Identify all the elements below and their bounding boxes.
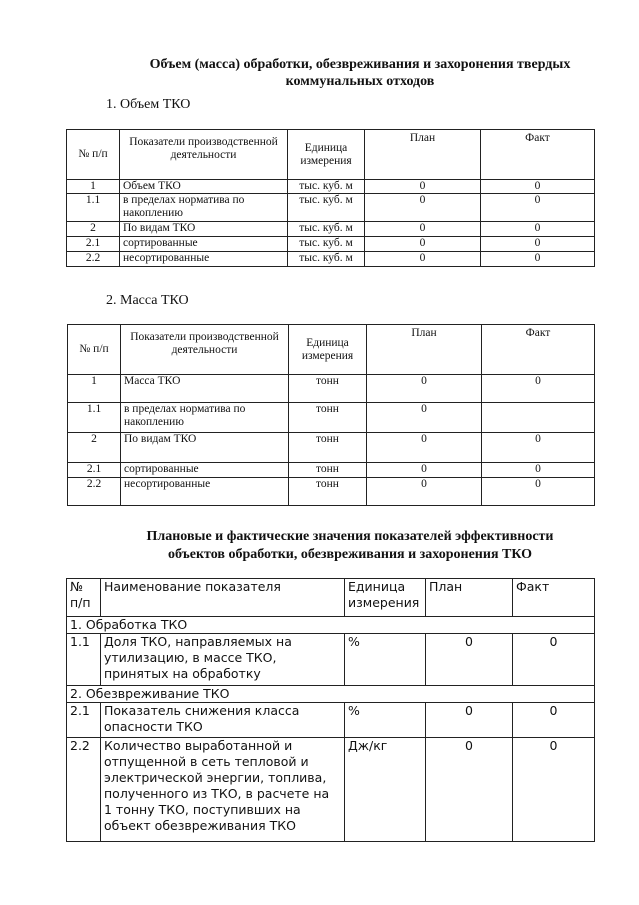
cell-fact: 0	[482, 478, 595, 506]
cell-unit: тонн	[289, 433, 367, 463]
cell-unit: тонн	[289, 403, 367, 433]
group-row	[67, 617, 595, 634]
header-plan: План	[365, 130, 481, 180]
document-title-line2: коммунальных отходов	[285, 74, 435, 89]
cell-unit: тыс. куб. м	[288, 222, 365, 237]
cell-name: несортированные	[121, 478, 289, 506]
cell-plan: 0	[426, 703, 513, 738]
cell-plan: 0	[365, 252, 481, 267]
efficiency-title-line2: объектов обработки, обезвреживания и захоронения ТКО	[167, 547, 533, 562]
cell-unit: %	[345, 703, 426, 738]
cell-name: несортированные	[120, 252, 288, 267]
cell-fact: 0	[513, 703, 595, 738]
cell-name: Объем ТКО	[120, 180, 288, 194]
cell-unit: тыс. куб. м	[288, 252, 365, 267]
cell-plan: 0	[426, 634, 513, 686]
cell-name: По видам ТКО	[120, 222, 288, 237]
mass-table	[67, 324, 595, 506]
cell-num: 2	[68, 433, 121, 463]
section-2-heading: 2. Масса ТКО	[106, 293, 189, 308]
cell-fact: 0	[482, 463, 595, 478]
cell-unit: тонн	[289, 463, 367, 478]
cell-name: По видам ТКО	[121, 433, 289, 463]
header-unit: Единица измерения	[345, 579, 426, 617]
table-row	[67, 252, 595, 267]
cell-plan: 0	[367, 433, 482, 463]
header-fact: Факт	[481, 130, 595, 180]
cell-num: 2.1	[67, 703, 101, 738]
table-row	[68, 433, 595, 463]
header-num: № п/п	[68, 325, 121, 375]
cell-num: 2	[67, 222, 120, 237]
header-unit: Единица измерения	[288, 130, 365, 180]
cell-plan: 0	[367, 403, 482, 433]
cell-fact: 0	[481, 194, 595, 222]
group-label-neutralization: 2. Обезвреживание ТКО	[67, 686, 595, 703]
header-fact: Факт	[482, 325, 595, 375]
cell-name: Масса ТКО	[121, 375, 289, 403]
cell-fact	[482, 403, 595, 433]
cell-unit: тыс. куб. м	[288, 194, 365, 222]
cell-num: 1.1	[68, 403, 121, 433]
table-row	[67, 738, 595, 842]
efficiency-table	[66, 578, 595, 842]
table-header-row	[67, 579, 595, 617]
table-row	[68, 478, 595, 506]
table-row	[67, 634, 595, 686]
cell-num: 1	[67, 180, 120, 194]
cell-num: 2.1	[67, 237, 120, 252]
group-row	[67, 686, 595, 703]
header-fact: Факт	[513, 579, 595, 617]
section-1-heading: 1. Объем ТКО	[106, 97, 191, 112]
cell-plan: 0	[426, 738, 513, 842]
group-label-processing: 1. Обработка ТКО	[67, 617, 595, 634]
cell-fact: 0	[513, 634, 595, 686]
cell-plan: 0	[367, 463, 482, 478]
cell-name: Доля ТКО, направляемых на утилизацию, в массе ТКО, принятых на обработку	[101, 634, 345, 686]
cell-plan: 0	[367, 478, 482, 506]
cell-fact: 0	[481, 180, 595, 194]
cell-name: Показатель снижения класса опасности ТКО	[101, 703, 345, 738]
cell-plan: 0	[365, 237, 481, 252]
volume-table	[66, 129, 595, 267]
efficiency-title	[100, 528, 600, 564]
document-title-line1: Объем (масса) обработки, обезвреживания и захоронения твердых	[149, 57, 571, 72]
cell-unit: тонн	[289, 478, 367, 506]
header-name: Наименование показателя	[101, 579, 345, 617]
cell-fact: 0	[482, 375, 595, 403]
table-header-row	[68, 325, 595, 375]
efficiency-title-line1: Плановые и фактические значения показателей эффективности	[146, 529, 554, 544]
cell-name: в пределах норматива по накоплению	[121, 403, 289, 433]
cell-fact: 0	[482, 433, 595, 463]
cell-name: сортированные	[121, 463, 289, 478]
table-header-row	[67, 130, 595, 180]
table-row	[68, 463, 595, 478]
table-row	[67, 222, 595, 237]
cell-num: 2.2	[68, 478, 121, 506]
cell-unit: тыс. куб. м	[288, 237, 365, 252]
cell-unit: тыс. куб. м	[288, 180, 365, 194]
header-num: № п/п	[67, 579, 101, 617]
cell-unit: %	[345, 634, 426, 686]
header-unit: Единица измерения	[289, 325, 367, 375]
document-title	[60, 56, 620, 90]
cell-num: 2.1	[68, 463, 121, 478]
cell-fact: 0	[481, 222, 595, 237]
cell-num: 1.1	[67, 194, 120, 222]
cell-plan: 0	[365, 180, 481, 194]
cell-fact: 0	[481, 252, 595, 267]
header-num: № п/п	[67, 130, 120, 180]
table-row	[67, 180, 595, 194]
cell-num: 2.2	[67, 252, 120, 267]
header-plan: План	[367, 325, 482, 375]
cell-plan: 0	[365, 194, 481, 222]
cell-num: 1	[68, 375, 121, 403]
header-indicator: Показатели производственной деятельности	[121, 325, 289, 375]
cell-num: 2.2	[67, 738, 101, 842]
header-plan: План	[426, 579, 513, 617]
cell-name: в пределах норматива по накоплению	[120, 194, 288, 222]
cell-fact: 0	[513, 738, 595, 842]
cell-name: Количество выработанной и отпущенной в сеть тепловой и электрической энергии, топлива, полученного из ТКО, в расчете на 1 тонну ТКО, поступивших на объект обезвреживания ТКО	[101, 738, 345, 842]
table-row	[67, 237, 595, 252]
header-indicator: Показатели производственной деятельности	[120, 130, 288, 180]
cell-name: сортированные	[120, 237, 288, 252]
cell-unit: Дж/кг	[345, 738, 426, 842]
cell-num: 1.1	[67, 634, 101, 686]
table-row	[68, 403, 595, 433]
cell-plan: 0	[365, 222, 481, 237]
table-row	[67, 194, 595, 222]
table-row	[68, 375, 595, 403]
cell-fact: 0	[481, 237, 595, 252]
cell-plan: 0	[367, 375, 482, 403]
cell-unit: тонн	[289, 375, 367, 403]
table-row	[67, 703, 595, 738]
